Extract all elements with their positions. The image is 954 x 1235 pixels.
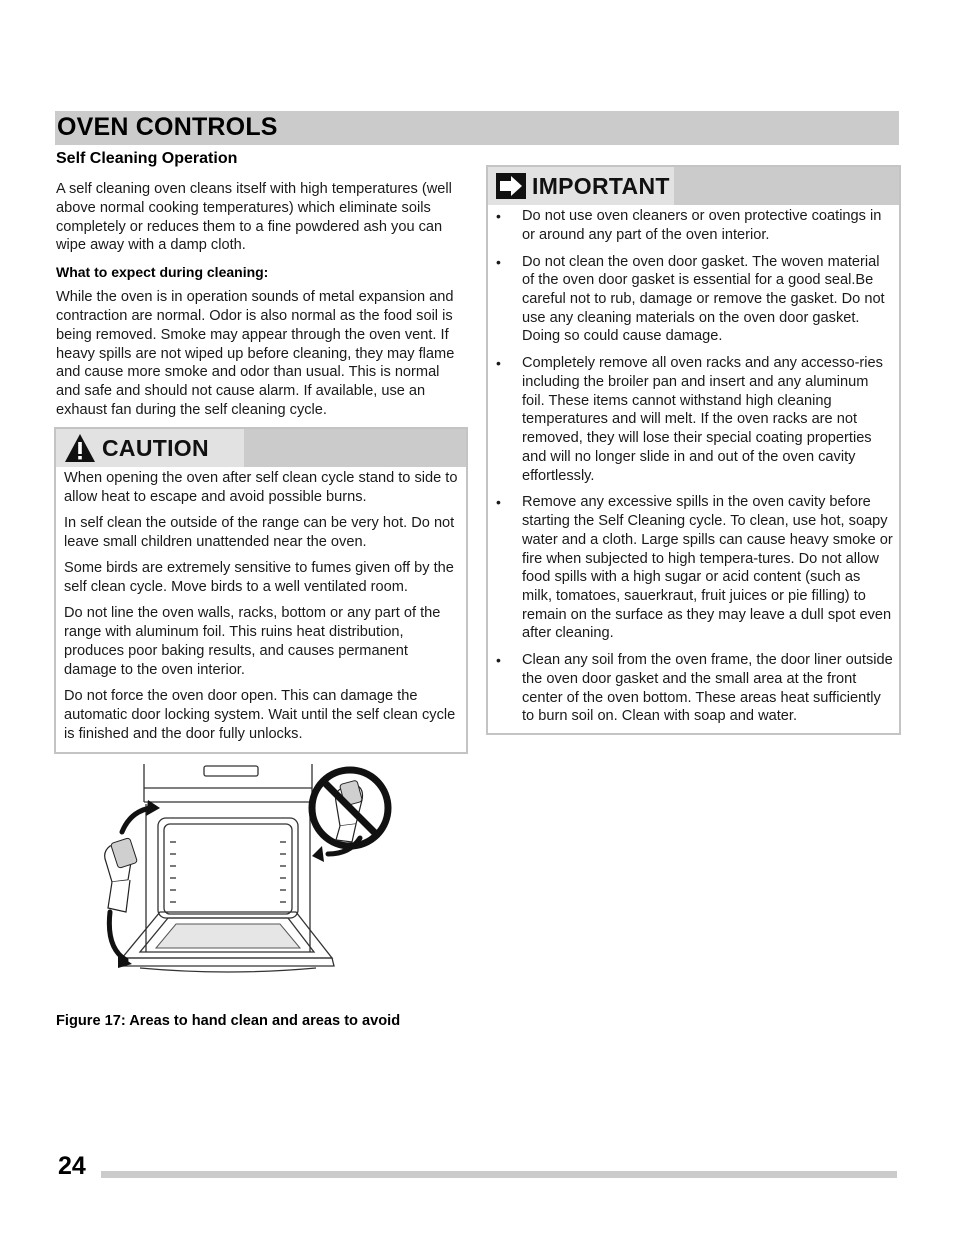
caution-paragraph: Some birds are extremely sensitive to fumes given off by the self clean cycle. Move birds to a well ventilated room.	[64, 560, 454, 595]
list-item	[496, 253, 893, 347]
important-tab	[488, 167, 674, 205]
caution-label: CAUTION	[102, 434, 209, 461]
caution-paragraph: In self clean the outside of the range can be very hot. Do not leave small children unattended near the oven.	[64, 515, 455, 550]
list-item	[496, 651, 893, 726]
bullet: •	[496, 208, 501, 224]
list-item-text: Completely remove all oven racks and any accesso-ries including the broiler pan and insert and any aluminum foil. These items cannot withstand high cleaning temperatures and will melt. If the oven racks are not removed, they will lose their special coating properties and will no longer slide in and out of the oven cavity effortlessly.	[522, 355, 883, 484]
caution-tab	[56, 429, 244, 467]
caution-box	[54, 427, 468, 754]
caution-header	[56, 429, 466, 467]
important-list	[488, 205, 899, 726]
important-label: IMPORTANT	[532, 172, 670, 199]
footer-bar	[101, 1171, 897, 1178]
caution-body	[56, 467, 466, 743]
bullet: •	[496, 652, 501, 669]
bullet: •	[496, 355, 501, 372]
important-box	[486, 165, 901, 735]
list-item-text: Remove any excessive spills in the oven cavity before starting the Self Cleaning cycle. To clean, use hot, soapy water and a cloth. Large spills can cause heavy smoke or fire when subjected to high tempera-tures. Do not allow food spills with a high sugar or acid content (such as milk, tomatoes, sauerkraut, fruit juices or pie filling) to remain on the surface as they may leave a dull spot even after cleaning.	[522, 494, 893, 642]
expect-heading: What to expect during cleaning:	[56, 264, 269, 281]
intro-paragraph: A self cleaning oven cleans itself with high temperatures (well above normal cooking temperatures) which eliminate soils completely or reduces them to a fine powdered ash you can wipe away with a damp cloth.	[56, 181, 452, 254]
caution-paragraph: Do not line the oven walls, racks, bottom or any part of the range with aluminum foil. This ruins heat distribution, produces poor baking results, and causes permanent damage to the oven interior.	[64, 605, 441, 678]
caution-paragraph: Do not force the oven door open. This can damage the automatic door locking system. Wait until the self clean cycle is finished and the door fully unlocks.	[64, 687, 456, 742]
oven-cleaning-figure	[100, 762, 400, 978]
list-item	[496, 354, 893, 485]
section-heading: Self Cleaning Operation	[56, 150, 238, 167]
page-number: 24	[58, 1152, 86, 1180]
oven-illustration	[100, 762, 400, 978]
figure-caption: Figure 17: Areas to hand clean and areas to avoid	[56, 1013, 401, 1029]
list-item-text: Do not use oven cleaners or oven protective coatings in or around any part of the oven interior.	[522, 208, 882, 243]
warning-triangle-icon	[64, 433, 96, 463]
arrow-right-icon	[496, 173, 526, 199]
list-item	[496, 207, 893, 244]
list-item-text: Clean any soil from the oven frame, the door liner outside the oven door gasket and the small area at the front center of the oven bottom. These areas heat sufficiently to burn soil on. Clean with soap and water.	[522, 652, 893, 725]
header-bar	[55, 111, 899, 145]
list-item	[496, 493, 893, 643]
important-header	[488, 167, 899, 205]
list-item-text: Do not clean the oven door gasket. The woven material of the oven door gasket is essential for a good seal.Be careful not to rub, damage or remove the gasket. Do not use any cleaning materials on the oven door gasket. Doing so could cause damage.	[522, 253, 885, 345]
caution-paragraph: When opening the oven after self clean cycle stand to side to allow heat to escape and avoid possible burns.	[64, 470, 458, 505]
self-cleaning-section	[56, 150, 466, 429]
bullet: •	[496, 494, 501, 511]
expect-paragraph: While the oven is in operation sounds of metal expansion and contraction are normal. Odor is also normal as the food soil is being removed. Smoke may appear through the oven vent. If heavy spills are not wiped up before cleaning, they may flame and cause more smoke and odor than usual. This is normal and safe and should not cause alarm. If available, use an exhaust fan during the self cleaning cycle.	[56, 289, 455, 418]
bullet: •	[496, 253, 501, 270]
page-title: OVEN CONTROLS	[57, 113, 278, 141]
